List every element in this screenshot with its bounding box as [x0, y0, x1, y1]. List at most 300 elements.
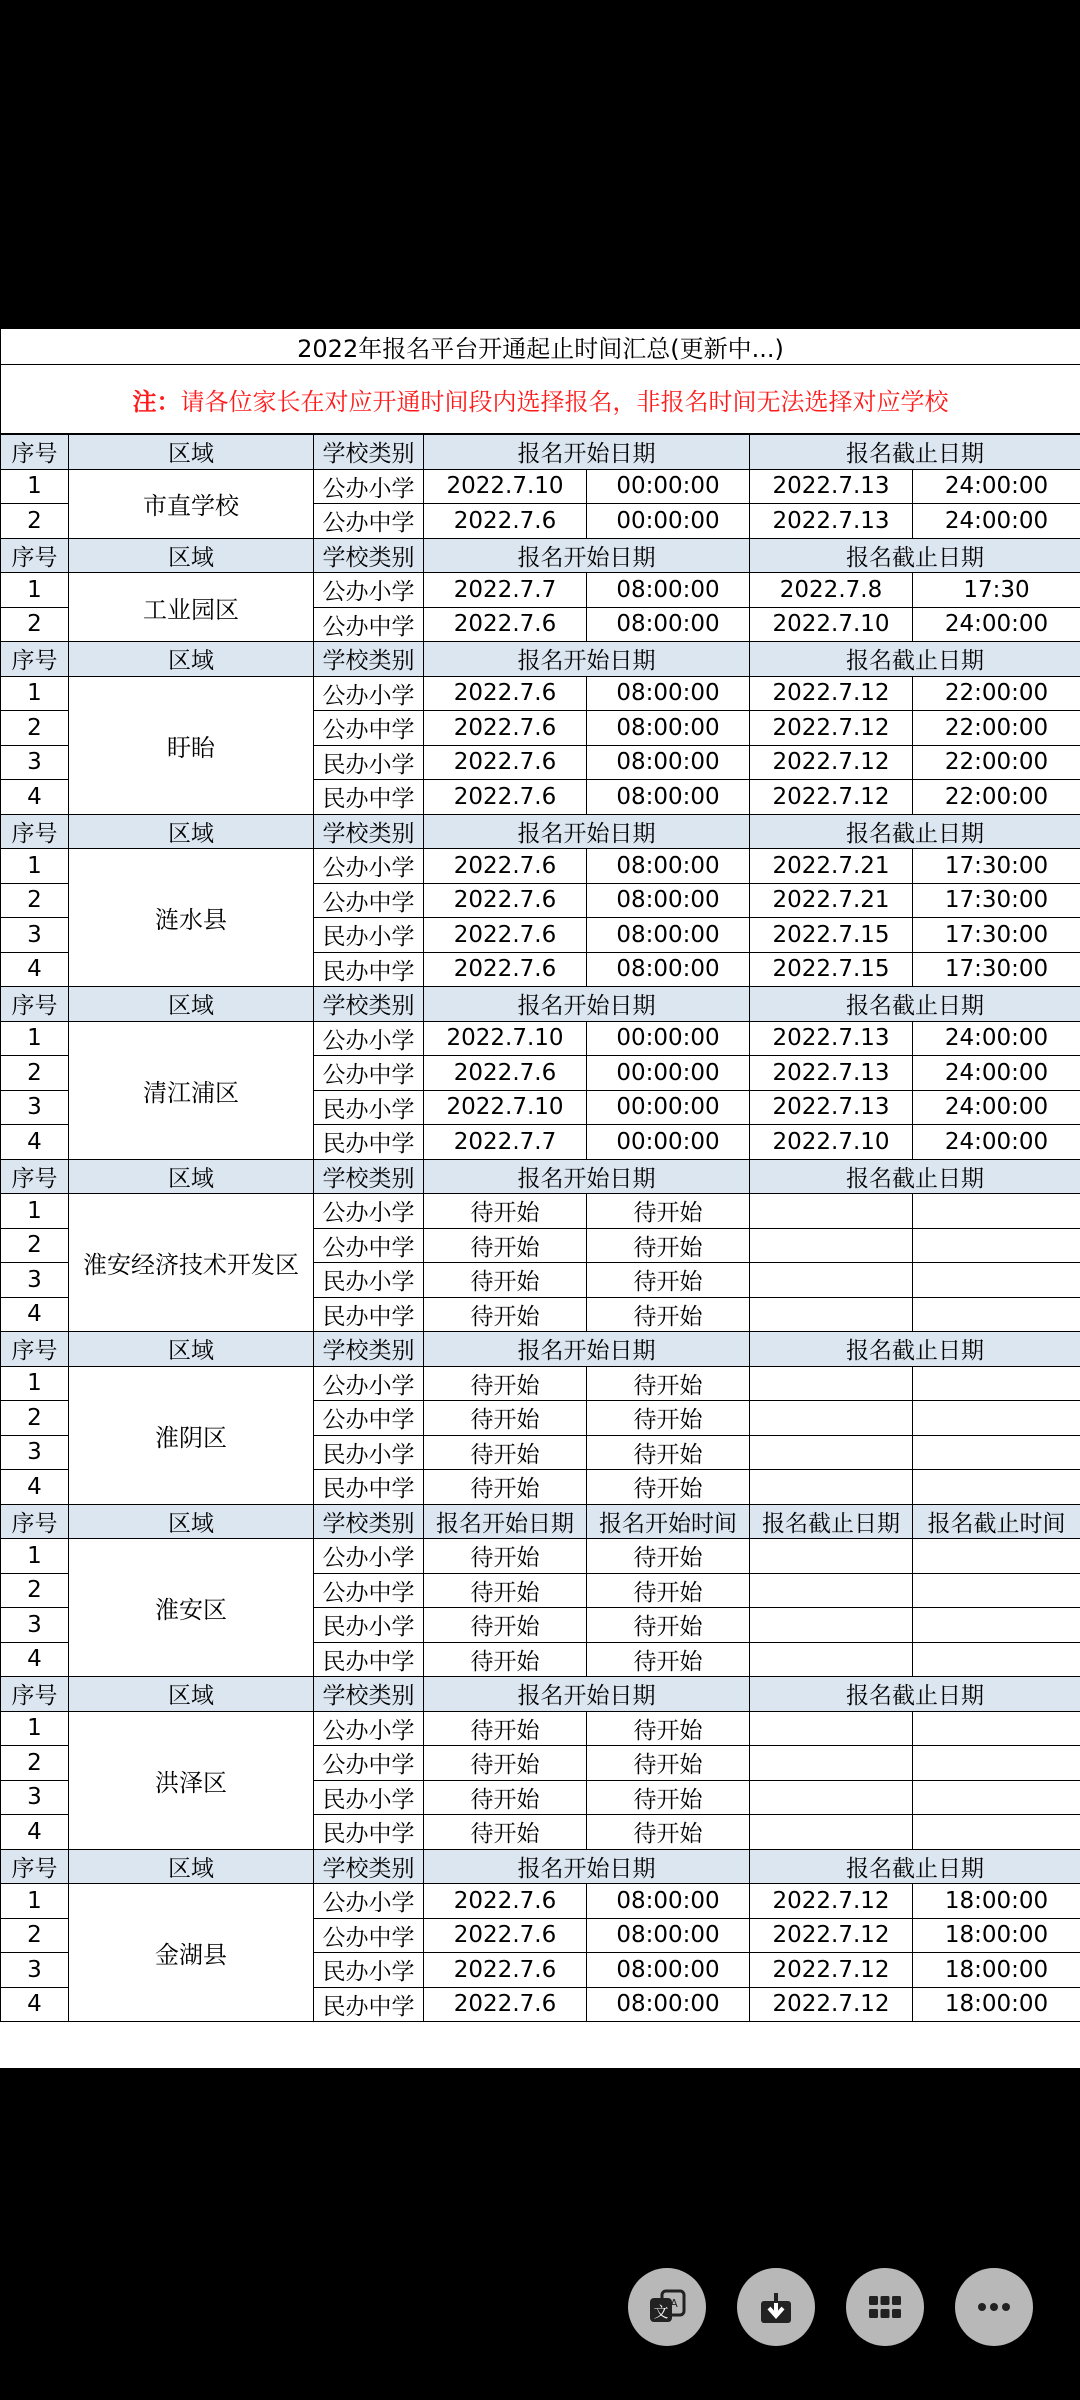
start-time: 08:00:00 — [587, 849, 750, 884]
row-seq: 2 — [1, 1056, 69, 1091]
header-start-date: 报名开始日期 — [424, 987, 750, 1022]
section-header-row — [1, 814, 1080, 849]
school-type: 民办小学 — [314, 1780, 424, 1815]
start-time: 待开始 — [587, 1228, 750, 1263]
floating-toolbar — [0, 2268, 1080, 2372]
start-date: 2022.7.6 — [424, 676, 587, 711]
end-time: 22:00:00 — [913, 711, 1080, 746]
start-time: 待开始 — [587, 1263, 750, 1298]
row-seq: 4 — [1, 1987, 69, 2022]
start-time: 08:00:00 — [587, 952, 750, 987]
row-seq: 1 — [1, 573, 69, 608]
row-seq: 4 — [1, 780, 69, 815]
end-date — [750, 1297, 913, 1332]
header-end-date: 报名截止日期 — [750, 538, 1080, 573]
table-row — [1, 1539, 1080, 1574]
end-date: 2022.7.21 — [750, 883, 913, 918]
end-time — [913, 1711, 1080, 1746]
end-date: 2022.7.12 — [750, 711, 913, 746]
start-date: 待开始 — [424, 1711, 587, 1746]
school-type: 公办中学 — [314, 711, 424, 746]
start-time: 待开始 — [587, 1642, 750, 1677]
end-date: 2022.7.21 — [750, 849, 913, 884]
end-date: 2022.7.15 — [750, 952, 913, 987]
end-time: 17:30:00 — [913, 883, 1080, 918]
start-date: 待开始 — [424, 1297, 587, 1332]
start-time: 待开始 — [587, 1297, 750, 1332]
school-type: 民办中学 — [314, 1987, 424, 2022]
school-type: 公办小学 — [314, 1021, 424, 1056]
region-name: 淮安经济技术开发区 — [69, 1194, 314, 1332]
school-type: 民办中学 — [314, 1642, 424, 1677]
start-date: 2022.7.6 — [424, 952, 587, 987]
header-seq: 序号 — [1, 1677, 69, 1712]
end-time — [913, 1539, 1080, 1574]
end-time — [913, 1573, 1080, 1608]
start-time: 待开始 — [587, 1711, 750, 1746]
download-icon — [756, 2287, 796, 2327]
start-time: 08:00:00 — [587, 1918, 750, 1953]
header-start-time: 报名开始时间 — [587, 1504, 750, 1539]
header-start-date: 报名开始日期 — [424, 1504, 587, 1539]
header-school-type: 学校类别 — [314, 814, 424, 849]
start-date: 2022.7.10 — [424, 1090, 587, 1125]
row-seq: 2 — [1, 711, 69, 746]
region-name: 盱眙 — [69, 676, 314, 814]
header-seq: 序号 — [1, 1504, 69, 1539]
translate-icon — [647, 2287, 687, 2327]
end-date: 2022.7.12 — [750, 1918, 913, 1953]
school-type: 公办中学 — [314, 1573, 424, 1608]
end-time — [913, 1366, 1080, 1401]
start-time: 待开始 — [587, 1366, 750, 1401]
table-row — [1, 849, 1080, 884]
header-start-date: 报名开始日期 — [424, 1332, 750, 1367]
start-date: 2022.7.6 — [424, 918, 587, 953]
school-type: 民办中学 — [314, 1297, 424, 1332]
start-date: 待开始 — [424, 1780, 587, 1815]
row-seq: 1 — [1, 1366, 69, 1401]
end-time: 17:30:00 — [913, 849, 1080, 884]
start-time: 08:00:00 — [587, 676, 750, 711]
end-date — [750, 1194, 913, 1229]
table-row — [1, 1711, 1080, 1746]
start-time: 待开始 — [587, 1746, 750, 1781]
row-seq: 4 — [1, 1642, 69, 1677]
end-date: 2022.7.8 — [750, 573, 913, 608]
end-time: 17:30:00 — [913, 918, 1080, 953]
table-row — [1, 1884, 1080, 1919]
end-date — [750, 1815, 913, 1850]
start-date: 2022.7.6 — [424, 1987, 587, 2022]
header-start-date: 报名开始日期 — [424, 814, 750, 849]
school-type: 民办小学 — [314, 1608, 424, 1643]
row-seq: 4 — [1, 1297, 69, 1332]
start-time: 08:00:00 — [587, 1953, 750, 1988]
header-seq: 序号 — [1, 1849, 69, 1884]
school-type: 民办小学 — [314, 1435, 424, 1470]
header-seq: 序号 — [1, 538, 69, 573]
start-date: 2022.7.6 — [424, 1056, 587, 1091]
start-time: 08:00:00 — [587, 883, 750, 918]
start-time: 待开始 — [587, 1435, 750, 1470]
header-end-date: 报名截止日期 — [750, 642, 1080, 677]
end-date: 2022.7.10 — [750, 607, 913, 642]
notice-body: 请各位家长在对应开通时间段内选择报名，非报名时间无法选择对应学校 — [180, 387, 949, 416]
row-seq: 2 — [1, 607, 69, 642]
header-end-date: 报名截止日期 — [750, 1504, 913, 1539]
school-type: 公办中学 — [314, 1056, 424, 1091]
end-date: 2022.7.13 — [750, 1090, 913, 1125]
section-header-row — [1, 987, 1080, 1022]
row-seq: 4 — [1, 1470, 69, 1505]
notice-row — [1, 365, 1080, 435]
header-end-time: 报名截止时间 — [913, 1504, 1080, 1539]
start-date: 待开始 — [424, 1642, 587, 1677]
header-region: 区域 — [69, 538, 314, 573]
header-end-date: 报名截止日期 — [750, 1849, 1080, 1884]
header-region: 区域 — [69, 434, 314, 469]
school-type: 公办小学 — [314, 676, 424, 711]
end-date: 2022.7.15 — [750, 918, 913, 953]
end-date: 2022.7.13 — [750, 504, 913, 539]
header-region: 区域 — [69, 642, 314, 677]
schedule-table — [0, 328, 1080, 2022]
row-seq: 3 — [1, 1090, 69, 1125]
start-time: 00:00:00 — [587, 1090, 750, 1125]
row-seq: 3 — [1, 1953, 69, 1988]
end-time: 17:30:00 — [913, 952, 1080, 987]
row-seq: 2 — [1, 1746, 69, 1781]
section-header-row — [1, 1849, 1080, 1884]
school-type: 公办中学 — [314, 504, 424, 539]
header-region: 区域 — [69, 1677, 314, 1712]
end-time: 24:00:00 — [913, 1125, 1080, 1160]
start-time: 08:00:00 — [587, 1987, 750, 2022]
header-school-type: 学校类别 — [314, 642, 424, 677]
school-type: 公办中学 — [314, 1746, 424, 1781]
table-title: 2022年报名平台开通起止时间汇总(更新中...) — [1, 329, 1080, 365]
school-type: 民办中学 — [314, 780, 424, 815]
region-name: 市直学校 — [69, 469, 314, 538]
start-date: 2022.7.6 — [424, 1884, 587, 1919]
school-type: 民办小学 — [314, 1953, 424, 1988]
header-end-date: 报名截止日期 — [750, 987, 1080, 1022]
grid-icon — [865, 2287, 905, 2327]
start-time: 08:00:00 — [587, 780, 750, 815]
header-school-type: 学校类别 — [314, 987, 424, 1022]
row-seq: 2 — [1, 1228, 69, 1263]
school-type: 民办小学 — [314, 1263, 424, 1298]
end-time — [913, 1263, 1080, 1298]
end-date — [750, 1642, 913, 1677]
section-header-row — [1, 1159, 1080, 1194]
school-type: 公办小学 — [314, 1194, 424, 1229]
section-header-row — [1, 642, 1080, 677]
school-type: 公办小学 — [314, 573, 424, 608]
row-seq: 1 — [1, 1711, 69, 1746]
start-date: 待开始 — [424, 1746, 587, 1781]
row-seq: 2 — [1, 1918, 69, 1953]
start-date: 2022.7.6 — [424, 504, 587, 539]
school-type: 公办小学 — [314, 1539, 424, 1574]
school-type: 公办中学 — [314, 1918, 424, 1953]
end-time: 24:00:00 — [913, 1090, 1080, 1125]
start-date: 待开始 — [424, 1470, 587, 1505]
start-time: 00:00:00 — [587, 469, 750, 504]
school-type: 民办小学 — [314, 918, 424, 953]
header-school-type: 学校类别 — [314, 434, 424, 469]
school-type: 民办中学 — [314, 1470, 424, 1505]
row-seq: 1 — [1, 676, 69, 711]
header-seq: 序号 — [1, 814, 69, 849]
end-time: 22:00:00 — [913, 780, 1080, 815]
header-region: 区域 — [69, 1159, 314, 1194]
table-row — [1, 1194, 1080, 1229]
header-region: 区域 — [69, 1332, 314, 1367]
start-date: 2022.7.6 — [424, 1918, 587, 1953]
row-seq: 2 — [1, 504, 69, 539]
start-date: 待开始 — [424, 1228, 587, 1263]
row-seq: 3 — [1, 745, 69, 780]
table-row — [1, 1021, 1080, 1056]
start-time: 00:00:00 — [587, 1021, 750, 1056]
start-time: 08:00:00 — [587, 573, 750, 608]
row-seq: 3 — [1, 1608, 69, 1643]
start-date: 待开始 — [424, 1366, 587, 1401]
end-time: 22:00:00 — [913, 676, 1080, 711]
start-date: 2022.7.6 — [424, 745, 587, 780]
end-time: 18:00:00 — [913, 1953, 1080, 1988]
row-seq: 1 — [1, 1194, 69, 1229]
row-seq: 4 — [1, 1125, 69, 1160]
more-dots-icon — [974, 2287, 1014, 2327]
row-seq: 3 — [1, 1263, 69, 1298]
school-type: 公办小学 — [314, 1711, 424, 1746]
header-start-date: 报名开始日期 — [424, 642, 750, 677]
school-type: 公办小学 — [314, 849, 424, 884]
end-time — [913, 1470, 1080, 1505]
end-date: 2022.7.12 — [750, 1884, 913, 1919]
end-date — [750, 1780, 913, 1815]
start-time: 08:00:00 — [587, 1884, 750, 1919]
header-start-date: 报名开始日期 — [424, 434, 750, 469]
end-date — [750, 1263, 913, 1298]
start-date: 待开始 — [424, 1194, 587, 1229]
end-date: 2022.7.12 — [750, 745, 913, 780]
end-time — [913, 1435, 1080, 1470]
end-date: 2022.7.12 — [750, 1987, 913, 2022]
end-date: 2022.7.13 — [750, 1021, 913, 1056]
row-seq: 2 — [1, 883, 69, 918]
notice-text — [1, 365, 1080, 435]
end-date — [750, 1470, 913, 1505]
region-name: 清江浦区 — [69, 1021, 314, 1159]
start-time: 08:00:00 — [587, 607, 750, 642]
header-region: 区域 — [69, 1849, 314, 1884]
end-date — [750, 1746, 913, 1781]
end-time: 24:00:00 — [913, 607, 1080, 642]
region-name: 工业园区 — [69, 573, 314, 642]
region-name: 淮阴区 — [69, 1366, 314, 1504]
header-start-date: 报名开始日期 — [424, 538, 750, 573]
start-date: 待开始 — [424, 1608, 587, 1643]
end-date: 2022.7.12 — [750, 676, 913, 711]
row-seq: 1 — [1, 849, 69, 884]
start-time: 待开始 — [587, 1194, 750, 1229]
school-type: 公办中学 — [314, 607, 424, 642]
header-seq: 序号 — [1, 1159, 69, 1194]
header-school-type: 学校类别 — [314, 1159, 424, 1194]
end-date — [750, 1366, 913, 1401]
end-time — [913, 1228, 1080, 1263]
header-school-type: 学校类别 — [314, 1677, 424, 1712]
download-button[interactable] — [737, 2268, 815, 2346]
svg-text:A: A — [670, 2297, 678, 2310]
end-date: 2022.7.10 — [750, 1125, 913, 1160]
row-seq: 2 — [1, 1573, 69, 1608]
end-time — [913, 1297, 1080, 1332]
end-date — [750, 1573, 913, 1608]
row-seq: 1 — [1, 1884, 69, 1919]
row-seq: 3 — [1, 918, 69, 953]
table-row — [1, 676, 1080, 711]
end-date: 2022.7.13 — [750, 469, 913, 504]
school-type: 民办小学 — [314, 1090, 424, 1125]
end-time: 18:00:00 — [913, 1884, 1080, 1919]
end-date — [750, 1228, 913, 1263]
header-seq: 序号 — [1, 987, 69, 1022]
school-type: 公办中学 — [314, 1228, 424, 1263]
header-school-type: 学校类别 — [314, 538, 424, 573]
registration-schedule-image — [0, 328, 1080, 2068]
school-type: 公办小学 — [314, 1884, 424, 1919]
row-seq: 3 — [1, 1780, 69, 1815]
end-time: 24:00:00 — [913, 1056, 1080, 1091]
start-date: 待开始 — [424, 1263, 587, 1298]
section-header-row — [1, 1332, 1080, 1367]
header-school-type: 学校类别 — [314, 1504, 424, 1539]
start-time: 待开始 — [587, 1401, 750, 1436]
table-row — [1, 1366, 1080, 1401]
header-start-date: 报名开始日期 — [424, 1159, 750, 1194]
start-time: 08:00:00 — [587, 711, 750, 746]
table-row — [1, 573, 1080, 608]
row-seq: 1 — [1, 1539, 69, 1574]
end-date — [750, 1711, 913, 1746]
start-time: 08:00:00 — [587, 745, 750, 780]
header-school-type: 学校类别 — [314, 1332, 424, 1367]
start-date: 2022.7.6 — [424, 1953, 587, 1988]
row-seq: 4 — [1, 952, 69, 987]
school-type: 民办中学 — [314, 1815, 424, 1850]
end-date: 2022.7.12 — [750, 1953, 913, 1988]
start-time: 待开始 — [587, 1539, 750, 1574]
end-time — [913, 1401, 1080, 1436]
start-date: 待开始 — [424, 1435, 587, 1470]
end-time — [913, 1815, 1080, 1850]
row-seq: 3 — [1, 1435, 69, 1470]
end-date — [750, 1608, 913, 1643]
more-button[interactable] — [955, 2268, 1033, 2346]
start-date: 2022.7.6 — [424, 849, 587, 884]
end-date: 2022.7.13 — [750, 1056, 913, 1091]
end-time — [913, 1608, 1080, 1643]
start-time: 待开始 — [587, 1608, 750, 1643]
school-type: 民办中学 — [314, 1125, 424, 1160]
row-seq: 1 — [1, 1021, 69, 1056]
table-title-row — [1, 329, 1080, 365]
end-time: 22:00:00 — [913, 745, 1080, 780]
svg-text:文: 文 — [653, 2303, 669, 2321]
header-region: 区域 — [69, 814, 314, 849]
start-date: 2022.7.10 — [424, 469, 587, 504]
section-header-row — [1, 434, 1080, 469]
header-start-date: 报名开始日期 — [424, 1849, 750, 1884]
start-date: 2022.7.6 — [424, 607, 587, 642]
end-time: 24:00:00 — [913, 1021, 1080, 1056]
region-name: 洪泽区 — [69, 1711, 314, 1849]
start-date: 待开始 — [424, 1539, 587, 1574]
start-time: 待开始 — [587, 1815, 750, 1850]
region-name: 金湖县 — [69, 1884, 314, 2022]
translate-button[interactable] — [628, 2268, 706, 2346]
apps-button[interactable] — [846, 2268, 924, 2346]
end-time: 17:30 — [913, 573, 1080, 608]
start-time: 待开始 — [587, 1573, 750, 1608]
school-type: 公办小学 — [314, 1366, 424, 1401]
header-school-type: 学校类别 — [314, 1849, 424, 1884]
end-date: 2022.7.12 — [750, 780, 913, 815]
school-type: 公办中学 — [314, 1401, 424, 1436]
header-seq: 序号 — [1, 1332, 69, 1367]
school-type: 民办小学 — [314, 745, 424, 780]
end-time: 18:00:00 — [913, 1987, 1080, 2022]
section-header-row — [1, 1504, 1080, 1539]
header-seq: 序号 — [1, 642, 69, 677]
start-date: 2022.7.6 — [424, 711, 587, 746]
row-seq: 2 — [1, 1401, 69, 1436]
start-time: 00:00:00 — [587, 1125, 750, 1160]
header-end-date: 报名截止日期 — [750, 1677, 1080, 1712]
start-date: 待开始 — [424, 1815, 587, 1850]
start-date: 2022.7.7 — [424, 1125, 587, 1160]
school-type: 公办中学 — [314, 883, 424, 918]
end-date — [750, 1539, 913, 1574]
row-seq: 1 — [1, 469, 69, 504]
start-time: 待开始 — [587, 1470, 750, 1505]
start-time: 00:00:00 — [587, 504, 750, 539]
header-region: 区域 — [69, 987, 314, 1022]
region-name: 淮安区 — [69, 1539, 314, 1677]
start-date: 2022.7.7 — [424, 573, 587, 608]
header-seq: 序号 — [1, 434, 69, 469]
start-time: 08:00:00 — [587, 918, 750, 953]
school-type: 民办中学 — [314, 952, 424, 987]
end-time: 24:00:00 — [913, 504, 1080, 539]
end-date — [750, 1435, 913, 1470]
header-end-date: 报名截止日期 — [750, 814, 1080, 849]
end-time — [913, 1746, 1080, 1781]
end-time: 24:00:00 — [913, 469, 1080, 504]
end-time: 18:00:00 — [913, 1918, 1080, 1953]
start-date: 待开始 — [424, 1401, 587, 1436]
section-header-row — [1, 538, 1080, 573]
start-date: 2022.7.6 — [424, 883, 587, 918]
header-end-date: 报名截止日期 — [750, 1332, 1080, 1367]
start-date: 2022.7.10 — [424, 1021, 587, 1056]
section-header-row — [1, 1677, 1080, 1712]
